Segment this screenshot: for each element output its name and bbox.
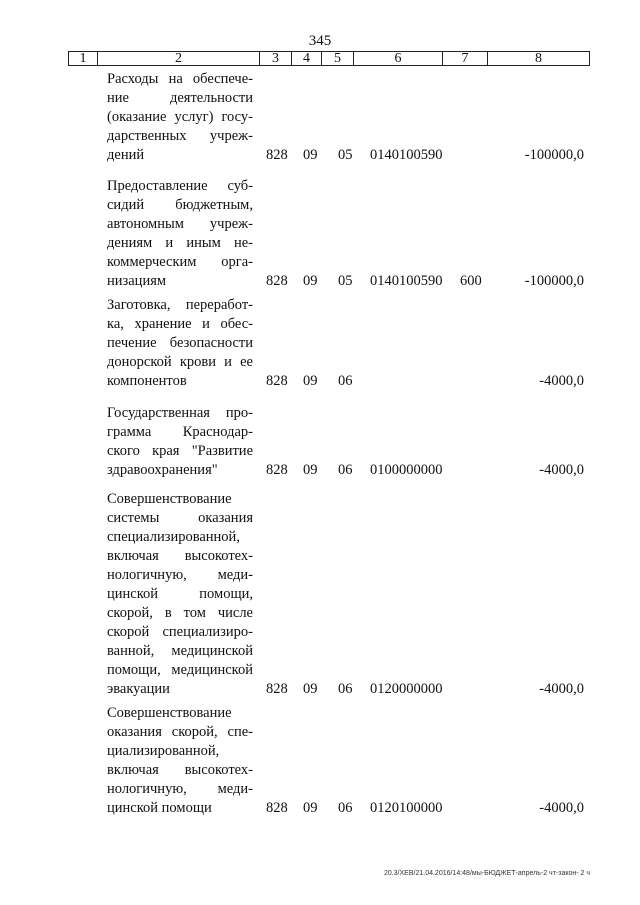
- target-article-code: 0100000000: [370, 462, 443, 478]
- description-line: печение безопасности: [107, 335, 253, 351]
- description-line: помощи, медицинской: [107, 662, 253, 678]
- ministry-code: 828: [266, 800, 288, 816]
- description-line: цинской помощи,: [107, 586, 253, 602]
- description-line: (оказание услуг) госу-: [107, 109, 253, 125]
- subsection-code: 06: [338, 681, 353, 697]
- description-line: циализированной,: [107, 743, 220, 759]
- subsection-code: 06: [338, 373, 353, 389]
- subsection-code: 06: [338, 800, 353, 816]
- table-row: [0, 177, 640, 291]
- description-line: коммерческим орга-: [107, 254, 253, 270]
- description-line: включая высокотех-: [107, 762, 253, 778]
- amount-value: -4000,0: [539, 373, 584, 389]
- header-col-3: 3: [260, 52, 292, 65]
- table-row: [0, 404, 640, 480]
- page-number: 345: [308, 33, 332, 49]
- description-line: сидий бюджетным,: [107, 197, 253, 213]
- table-row: [0, 704, 640, 818]
- table-row: [0, 296, 640, 391]
- description-line: автономным учреж-: [107, 216, 253, 232]
- target-article-code: 0140100590: [370, 147, 443, 163]
- footer-stamp: 20.3/XEB/21.04.2016/14:48/мы-БЮДЖЕТ-апрель-2 чт-закон- 2 ч: [383, 870, 590, 877]
- description-line: эвакуации: [107, 681, 170, 697]
- description-line: дарственных учреж-: [107, 128, 253, 144]
- description-line: Совершенствование: [107, 705, 232, 721]
- table-row: [0, 70, 640, 165]
- row-description: [107, 404, 253, 480]
- row-description: [107, 490, 253, 699]
- description-line: Заготовка, переработ-: [107, 297, 253, 313]
- row-description: [107, 296, 253, 391]
- section-code: 09: [303, 147, 318, 163]
- description-line: включая высокотех-: [107, 548, 253, 564]
- section-code: 09: [303, 373, 318, 389]
- description-line: ние деятельности: [107, 90, 253, 106]
- section-code: 09: [303, 462, 318, 478]
- amount-value: -4000,0: [539, 681, 584, 697]
- row-description: [107, 70, 253, 165]
- expense-type-code: 600: [460, 273, 482, 289]
- table-row: [0, 490, 640, 699]
- description-line: оказания скорой, спе-: [107, 724, 253, 740]
- description-line: Совершенствование: [107, 491, 232, 507]
- section-code: 09: [303, 273, 318, 289]
- ministry-code: 828: [266, 462, 288, 478]
- amount-value: -100000,0: [524, 147, 584, 163]
- header-col-4: 4: [292, 52, 322, 65]
- ministry-code: 828: [266, 681, 288, 697]
- description-line: донорской крови и ее: [107, 354, 253, 370]
- target-article-code: 0140100590: [370, 273, 443, 289]
- description-line: ского края "Развитие: [107, 443, 253, 459]
- description-line: нологичную, меди-: [107, 781, 253, 797]
- description-line: здравоохранения": [107, 462, 218, 478]
- description-line: скорой, в том числе: [107, 605, 253, 621]
- amount-value: -100000,0: [524, 273, 584, 289]
- amount-value: -4000,0: [539, 800, 584, 816]
- subsection-code: 05: [338, 147, 353, 163]
- subsection-code: 06: [338, 462, 353, 478]
- description-line: низациям: [107, 273, 167, 289]
- description-line: дений: [107, 147, 145, 163]
- header-col-6: 6: [354, 52, 443, 65]
- description-line: системы оказания: [107, 510, 253, 526]
- description-line: Предоставление суб-: [107, 178, 253, 194]
- ministry-code: 828: [266, 373, 288, 389]
- description-line: дениям и иным не-: [107, 235, 253, 251]
- description-line: скорой специализиро-: [107, 624, 253, 640]
- description-line: нологичную, меди-: [107, 567, 253, 583]
- description-line: грамма Краснодар-: [107, 424, 253, 440]
- target-article-code: 0120000000: [370, 681, 443, 697]
- description-line: специализированной,: [107, 529, 240, 545]
- header-col-8: 8: [535, 51, 542, 66]
- target-article-code: 0120100000: [370, 800, 443, 816]
- row-description: [107, 177, 253, 291]
- description-line: компонентов: [107, 373, 187, 389]
- description-line: Расходы на обеспече-: [107, 71, 253, 87]
- subsection-code: 05: [338, 273, 353, 289]
- header-col-7: 7: [443, 52, 488, 65]
- description-line: ка, хранение и обес-: [107, 316, 253, 332]
- amount-value: -4000,0: [539, 462, 584, 478]
- description-line: Государственная про-: [107, 405, 253, 421]
- ministry-code: 828: [266, 273, 288, 289]
- description-line: цинской помощи: [107, 800, 212, 816]
- section-code: 09: [303, 681, 318, 697]
- header-col-5: 5: [322, 52, 354, 65]
- table-header: [68, 51, 590, 66]
- row-description: [107, 704, 253, 818]
- header-col-1: 1: [69, 52, 98, 65]
- ministry-code: 828: [266, 147, 288, 163]
- section-code: 09: [303, 800, 318, 816]
- header-col-2: 2: [98, 52, 260, 65]
- description-line: ванной, медицинской: [107, 643, 253, 659]
